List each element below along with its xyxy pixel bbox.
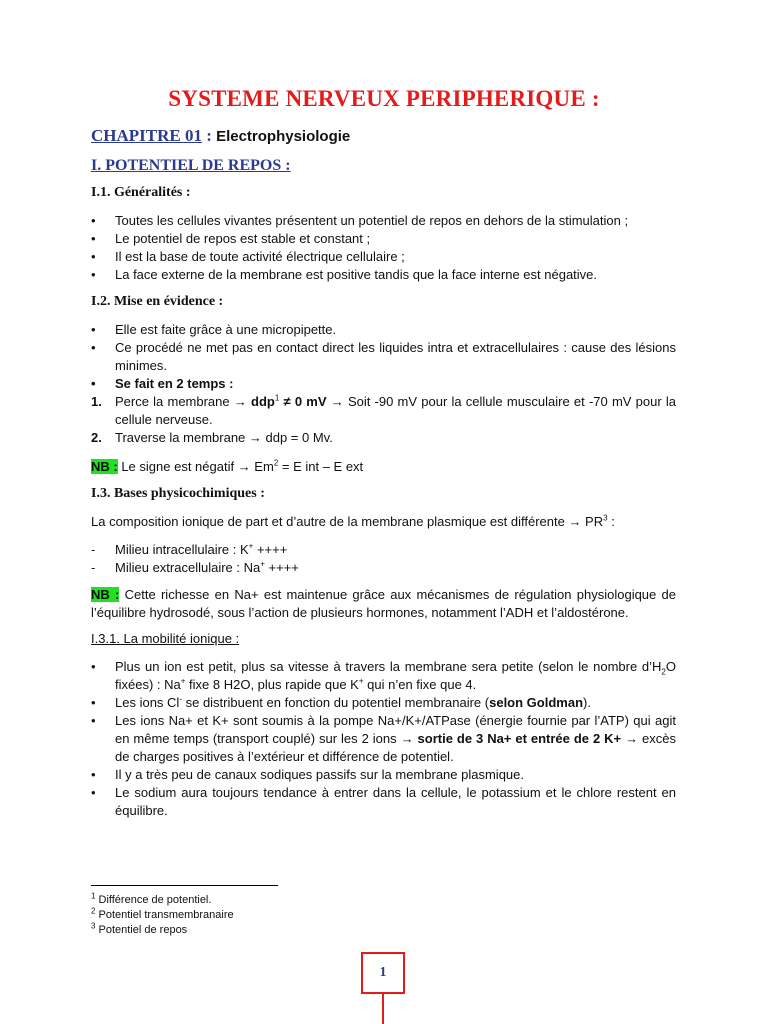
nb-label: NB : bbox=[91, 587, 120, 602]
footnote-separator bbox=[91, 885, 278, 886]
numbered-item-2 bbox=[91, 429, 676, 447]
milieu-list bbox=[91, 541, 676, 577]
footnote-mark: 3 bbox=[91, 921, 96, 931]
footnote-2 bbox=[91, 908, 234, 922]
footnote-ref: 2 bbox=[273, 458, 279, 468]
footnote-mark: 1 bbox=[91, 891, 96, 901]
subsection-title-mobilite-ionique: I.3.1. La mobilité ionique : bbox=[91, 631, 240, 646]
subsection-title-bases-physicochimiques: I.3. Bases physicochimiques : bbox=[91, 486, 265, 501]
bases-intro bbox=[91, 513, 676, 531]
list-item: • Il est la base de toute activité électrique cellulaire ; bbox=[91, 248, 676, 266]
paragraph-text: La composition ionique de part et d’autre de la membrane plasmique est différente → PR bbox=[91, 514, 604, 529]
list-item: • Le potentiel de repos est stable et constant ; bbox=[91, 230, 676, 248]
document-title: SYSTEME NERVEUX PERIPHERIQUE : bbox=[168, 86, 600, 111]
superscript: + bbox=[260, 559, 265, 569]
item-number: 1. bbox=[91, 394, 102, 409]
item-bold-text: ≠ 0 mV bbox=[279, 394, 327, 409]
item-bold-text: sortie de 3 Na+ et entrée de 2 K+ bbox=[417, 731, 622, 746]
chapter-heading bbox=[91, 126, 350, 146]
chapter-code: CHAPITRE 01 bbox=[91, 126, 202, 145]
item-text: Milieu extracellulaire : Na bbox=[115, 560, 261, 575]
item-text: ++++ bbox=[264, 560, 299, 575]
item-text: → excès de charges positives à l’extérieur et différence de potentiel. bbox=[115, 731, 676, 764]
item-text: Milieu intracellulaire : K bbox=[115, 542, 249, 557]
nb-note-2 bbox=[91, 586, 676, 622]
nb-text: Le signe est négatif → Em bbox=[117, 459, 274, 474]
milieu-list-block bbox=[91, 541, 676, 577]
list-item: • La face externe de la membrane est positive tandis que la face interne est négative. bbox=[91, 266, 676, 284]
mise-en-evidence-block bbox=[91, 321, 676, 447]
paragraph-text: : bbox=[607, 514, 615, 529]
item-text: Perce la membrane → bbox=[115, 394, 252, 409]
list-item: • Le sodium aura toujours tendance à entrer dans la cellule, le potassium et le chlore restent en équilibre. bbox=[91, 784, 676, 820]
nb-label: NB : bbox=[91, 459, 118, 474]
footnote-text: Potentiel de repos bbox=[95, 924, 188, 936]
footnote-ref: 1 bbox=[274, 393, 280, 403]
page-number-box bbox=[361, 952, 405, 994]
superscript: + bbox=[248, 541, 254, 551]
mobilite-list bbox=[91, 658, 676, 820]
footnote-3 bbox=[91, 923, 187, 937]
nb-text: Cette richesse en Na+ est maintenue grâce aux mécanismes de régulation physiologique de l’équilibre hydrosodé, sous l’action de plusieurs hormones, notamment l’ADH et l’aldostérone. bbox=[91, 587, 676, 620]
item-text: Plus un ion est petit, plus sa vitesse à travers la membrane sera petite (selon le nombre d’H bbox=[115, 659, 662, 674]
page-number-stem bbox=[382, 994, 384, 1024]
item-text: → Soit -90 mV pour la cellule musculaire et -70 mV pour la cellule nerveuse. bbox=[115, 394, 677, 427]
item-text: Les ions Na+ et K+ sont soumis à la pompe Na+/K+/ATPase (énergie fournie par l’ATP) qui agit en même temps (transport couplé) sur les 2 ions → bbox=[115, 713, 676, 746]
item-number: 2. bbox=[91, 430, 102, 445]
list-item: • Ce procédé ne met pas en contact direct les liquides intra et extracellulaires : cause des lésions minimes. bbox=[91, 339, 676, 375]
list-item: • Il y a très peu de canaux sodiques passifs sur la membrane plasmique. bbox=[91, 766, 676, 784]
item-text: qui n’en fixe que 4. bbox=[363, 677, 477, 692]
list-item bbox=[91, 694, 676, 712]
item-bold-text: ddp bbox=[251, 394, 275, 409]
list-item bbox=[91, 658, 676, 694]
footnote-mark: 2 bbox=[91, 906, 96, 916]
list-item: • Elle est faite grâce à une micropipette. bbox=[91, 321, 676, 339]
superscript: + bbox=[180, 676, 186, 686]
subsection-title-generalites: I.1. Généralités : bbox=[91, 185, 191, 200]
item-text: se distribuent en fonction du potentiel membranaire ( bbox=[181, 695, 490, 710]
footnote-ref: 3 bbox=[603, 513, 608, 523]
item-text: Les ions Cl bbox=[115, 695, 180, 710]
subsection-title-mise-en-evidence: I.2. Mise en évidence : bbox=[91, 294, 224, 309]
subscript: 2 bbox=[661, 667, 666, 677]
list-item bbox=[91, 541, 676, 559]
nb-text: = E int – E ext bbox=[278, 459, 364, 474]
item-bold-text: selon Goldman bbox=[489, 695, 584, 710]
item-text: Traverse la membrane → ddp = 0 Mv. bbox=[115, 430, 333, 445]
mise-en-evidence-list bbox=[91, 321, 676, 393]
list-item: • Toutes les cellules vivantes présentent un potentiel de repos en dehors de la stimulation ; bbox=[91, 212, 676, 230]
list-item: • Se fait en 2 temps : bbox=[91, 375, 676, 393]
list-item bbox=[91, 712, 676, 766]
chapter-separator: : bbox=[201, 126, 212, 145]
item-text: fixe 8 H2O, plus rapide que K bbox=[185, 677, 359, 692]
list-item bbox=[91, 559, 676, 577]
footnote-text: Différence de potentiel. bbox=[95, 894, 212, 906]
page-number: 1 bbox=[379, 965, 387, 980]
numbered-item-1 bbox=[91, 393, 676, 429]
chapter-name: Electrophysiologie bbox=[211, 128, 351, 145]
generalites-list-block bbox=[91, 212, 676, 284]
generalites-list bbox=[91, 212, 676, 284]
superscript: - bbox=[179, 694, 182, 704]
mobilite-list-block bbox=[91, 658, 676, 820]
footnote-text: Potentiel transmembranaire bbox=[95, 909, 234, 921]
item-text: ). bbox=[583, 695, 591, 710]
nb-note-1 bbox=[91, 458, 676, 476]
section-title-potentiel-repos: I. POTENTIEL DE REPOS : bbox=[91, 157, 291, 174]
item-text: O fixées) : Na bbox=[115, 659, 676, 692]
superscript: + bbox=[358, 676, 364, 686]
footnote-1 bbox=[91, 893, 211, 907]
item-text: ++++ bbox=[253, 542, 288, 557]
